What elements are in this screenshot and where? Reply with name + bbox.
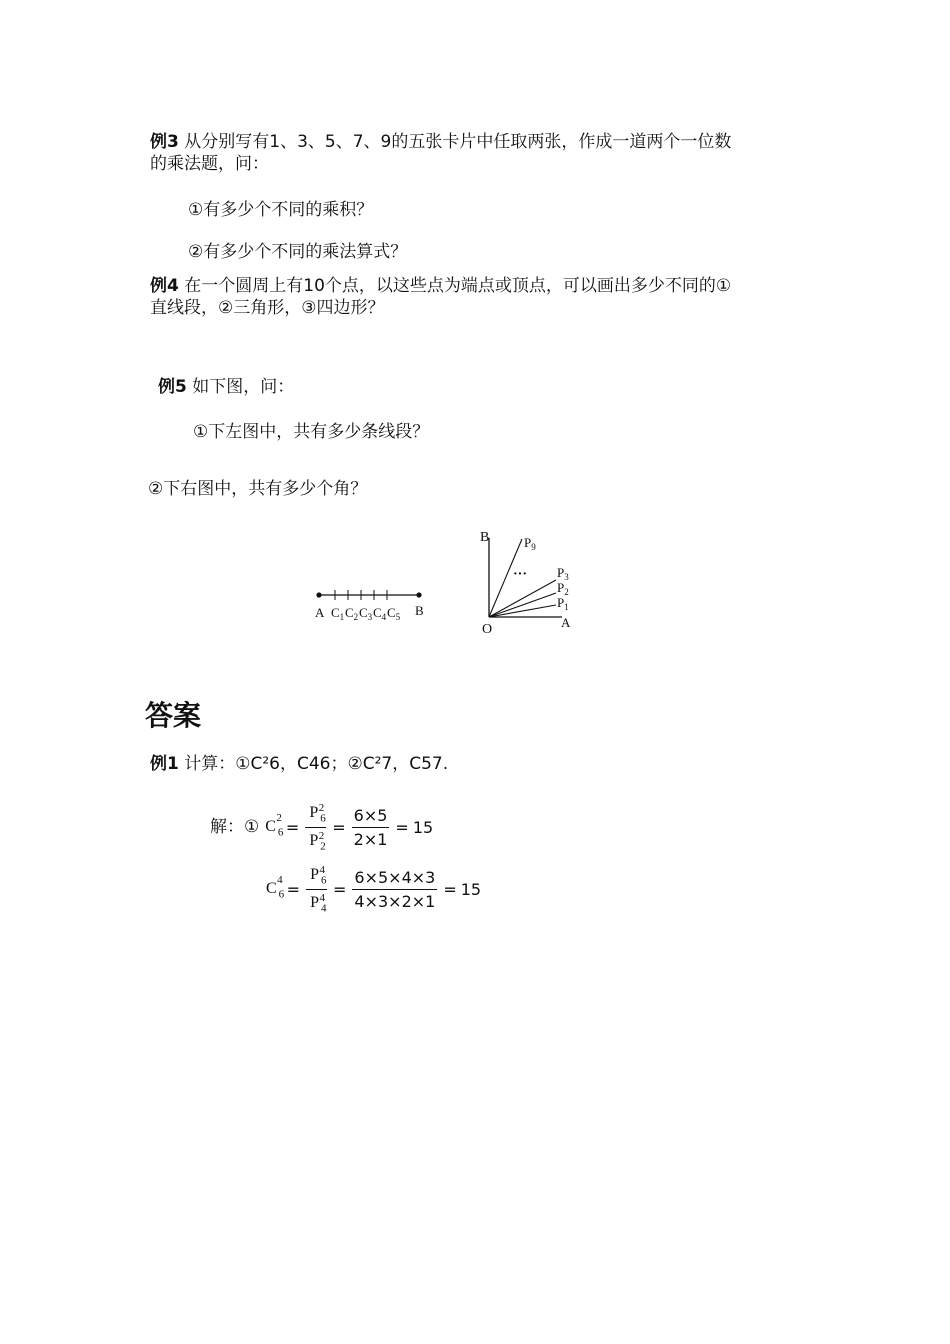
eq1-equals-2: = [332, 817, 346, 837]
eq2-result: 15 [460, 879, 482, 899]
ex3-question-2: ②有多少个不同的乘法算式？ [188, 242, 408, 262]
ex5-label: 例5 [158, 377, 187, 397]
endpoint-a [316, 592, 321, 597]
label-b: B [415, 603, 424, 618]
ex4-line1 [150, 275, 731, 297]
ex5-question-2: ②下右图中，共有多少个角？ [148, 479, 368, 499]
eq2-fraction-1: $\frac{P _6^4}{P _4^4}$ [304, 864, 329, 914]
label-c2: $C_2$ [345, 605, 359, 622]
ex3-text-line2: 的乘法题，问： [150, 154, 269, 174]
answer-ex1-text: 计算：①C²6，C46；②C²7，C57. [184, 754, 449, 774]
ex5-question-1: ①下左图中，共有多少条线段？ [193, 422, 430, 442]
eq2-lhs: C $_6^4$ [266, 873, 285, 901]
answer-heading: 答案 [145, 699, 202, 732]
ellipsis: ··· [513, 567, 528, 582]
endpoint-b [416, 592, 421, 597]
answer-ex1-label: 例1 [150, 754, 179, 774]
label-c3: $C_3$ [359, 605, 373, 622]
segment-figure [305, 580, 435, 625]
label-p3: $P_3$ [557, 565, 569, 582]
label-a: A [561, 615, 571, 630]
ex3-question-1: ①有多少个不同的乘积？ [188, 200, 374, 220]
eq1-fraction-2: $\frac{6\times 5}{2\times 1}$ [353, 805, 388, 849]
ex5-text: 如下图，问： [192, 377, 295, 397]
label-a: A [315, 605, 325, 620]
label-p9: $P_9$ [524, 535, 536, 552]
equation-2 [262, 864, 483, 914]
eq1-equals-3: = [395, 817, 409, 837]
eq2-equals-3: = [443, 879, 457, 899]
ex4-text-line2: 直线段，②三角形，③四边形？ [150, 298, 385, 318]
label-p2: $P_2$ [557, 580, 569, 597]
label-o: O [482, 622, 493, 637]
ex4-text-line1: 在一个圆周上有10个点，以这些点为端点或顶点，可以画出多少不同的① [184, 276, 732, 296]
solution-prefix: 解：① [210, 817, 260, 838]
answer-ex1-line [150, 753, 448, 775]
ex4-label: 例4 [150, 276, 179, 296]
ex3-text-line1: 从分别写有1、3、5、7、9的五张卡片中任取两张，作成一道两个一位数 [184, 132, 732, 152]
label-c4: $C_4$ [373, 605, 387, 622]
ex3-label: 例3 [150, 132, 179, 152]
eq1-fraction-1: $\frac{P _6^2}{P _2^2}$ [303, 802, 328, 852]
ex3-line1 [150, 131, 731, 153]
eq1-result: 15 [412, 817, 434, 837]
equation-1 [208, 802, 435, 852]
label-b: B [480, 530, 490, 545]
ex5-line [158, 376, 294, 398]
label-c1: $C_1$ [331, 605, 345, 622]
eq1-lhs: C $_6^2$ [265, 811, 284, 839]
eq2-fraction-2: $\frac{6\times 5\times 4\times 3}{4\times 3\times 2\times 1}$ [354, 867, 436, 911]
ray-op2 [489, 593, 556, 617]
label-c5: $C_5$ [387, 605, 401, 622]
label-p1: $P_1$ [557, 595, 569, 612]
eq2-equals-1: = [286, 879, 301, 899]
eq1-equals-1: = [285, 817, 300, 837]
angle-figure [470, 525, 585, 640]
eq2-equals-2: = [332, 879, 347, 899]
